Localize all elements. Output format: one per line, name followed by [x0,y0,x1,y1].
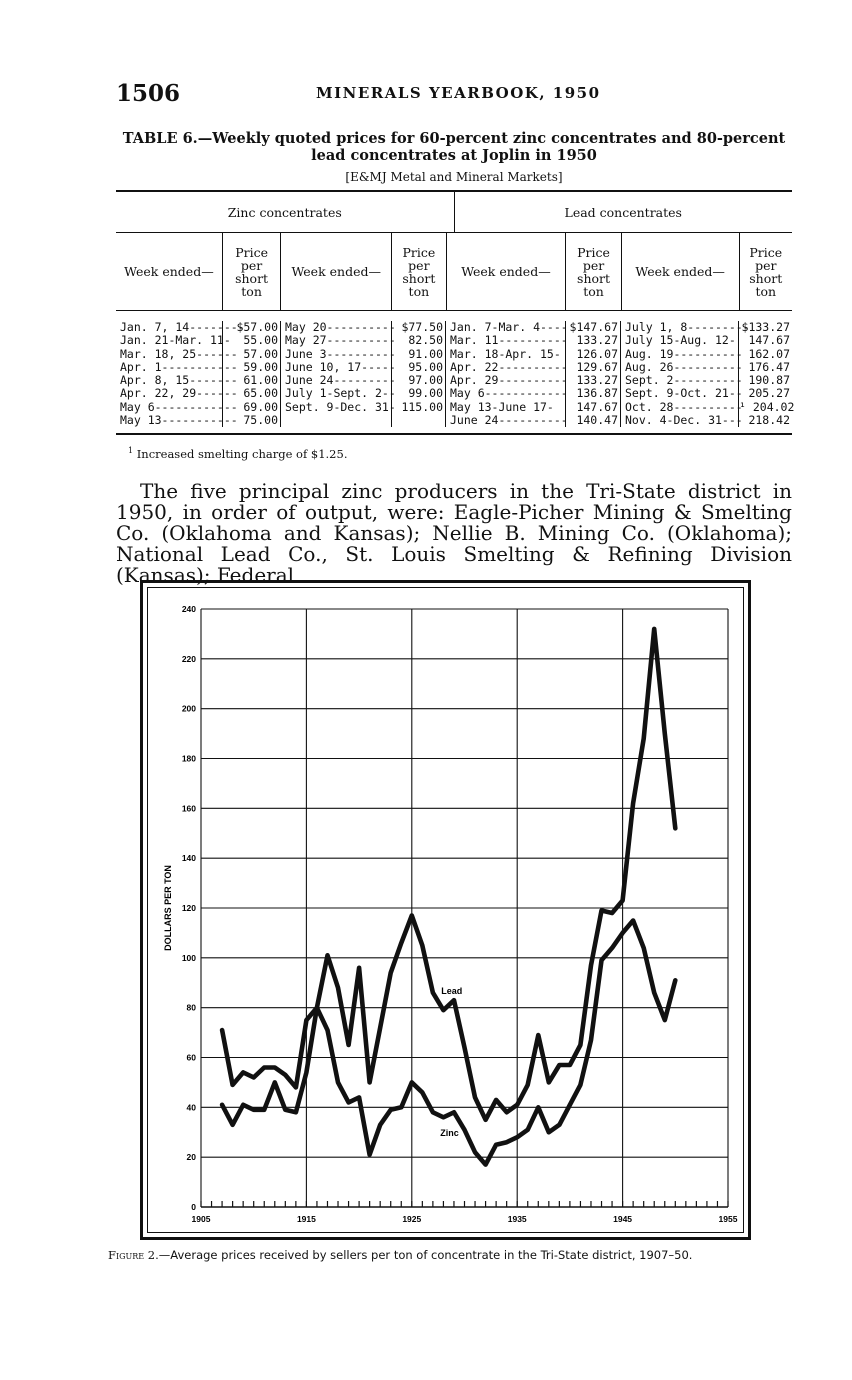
table-cell: May 20---------- [285,320,396,334]
body-paragraph [116,481,792,586]
table-cell: May 6------------ [120,399,238,414]
table-cell: Oct. 28---------- [625,399,743,414]
table-cell: 65.00 [243,386,278,401]
table-cell: June 24--------- [285,373,396,388]
table-cell: Apr. 22---------- [450,359,568,374]
y-tick-label: 20 [186,1152,196,1163]
table-cell: Jan. 7, 14-------- [120,320,245,334]
series-label-lead: Lead [441,985,463,996]
table-cell: Sept. 9-Oct. 21-- [625,386,743,401]
y-tick-label: 200 [181,703,196,714]
table-cell: 75.00 [243,413,278,428]
table-footnote [128,446,347,461]
x-tick-label: 1925 [402,1214,422,1224]
zinc-weeks-col2 [281,320,396,427]
table-cell: 69.00 [243,399,278,414]
col-header-week: Week ended— [281,233,392,310]
table-group-header-row [116,192,792,233]
y-tick-label: 220 [181,653,196,664]
x-tick-label: 1905 [191,1214,211,1224]
col-header-price: Price per short ton [223,233,281,310]
table-cell: $77.50 [401,320,443,334]
table-cell: 205.27 [748,386,790,401]
table-cell: May 27---------- [285,333,396,348]
price-chart [143,583,748,1237]
table-cell: Apr. 29---------- [450,373,568,388]
table-cell: Aug. 19---------- [625,346,743,361]
table-cell: 133.27 [576,333,618,348]
table-cell: 57.00 [243,346,278,361]
table-cell: 126.07 [576,346,618,361]
x-tick-label: 1945 [613,1214,633,1224]
page-number: 1506 [116,80,181,107]
table-cell: $133.27 [741,320,790,334]
figure-frame [140,580,751,1240]
figure-caption [108,1248,798,1262]
table-cell: Apr. 8, 15------- [120,373,238,388]
zinc-prices-col2 [392,321,446,427]
table-cell: 147.67 [748,333,790,348]
table-cell: $147.67 [569,320,618,334]
price-table [116,190,795,435]
table-cell: June 3---------- [285,346,396,361]
x-tick-label: 1935 [507,1214,527,1224]
lead-group-header: Lead concentrates [564,205,682,220]
table-cell: 136.87 [576,386,618,401]
series-line-lead [222,629,675,1120]
table-body [116,311,795,433]
y-tick-label: 140 [181,853,196,864]
y-tick-label: 180 [181,753,196,764]
y-tick-label: 160 [181,803,196,814]
table-cell: July 1, 8--------- [625,320,750,334]
table-cell: 162.07 [748,346,790,361]
zinc-prices-col1 [223,321,281,427]
table-cell: Mar. 11---------- [450,333,568,348]
table-cell: Nov. 4-Dec. 31--- [625,413,743,428]
x-tick-label: 1955 [718,1214,738,1224]
col-header-price: Price per short ton [566,233,621,310]
lead-weeks-col1 [446,321,566,427]
col-header-price: Price per short ton [392,233,446,310]
table-cell: June 10, 17----- [285,359,396,374]
table-cell: Apr. 1----------- [120,359,238,374]
table-cell: Jan. 21-Mar. 11- [120,333,231,348]
table-cell: Sept. 9-Dec. 31- [285,399,396,414]
running-title: MINERALS YEARBOOK, 1950 [316,84,601,102]
table-cell: ¹ 204.02 [739,399,795,414]
table-cell: 61.00 [243,373,278,388]
y-tick-label: 240 [181,604,196,614]
lead-weeks-col2 [621,320,750,428]
table-cell: 176.47 [748,359,790,374]
y-tick-label: 80 [186,1002,196,1013]
body-paragraph-text: The five principal zinc producers in the Tri-State district in 1950, in order of output, were: Eagle-Picher Mining & Smelting Co. (Oklahoma and Kansas); Nellie B. Mining Co. (Oklahoma); National Lead Co., St. Louis Smelting & Refining Division (Kansas); Federal [116,479,792,587]
table-cell: May 6------------ [450,386,568,401]
series-label-zinc: Zinc [440,1127,459,1138]
table-cell: Aug. 26---------- [625,359,743,374]
table-cell: July 15-Aug. 12- [625,333,736,348]
col-header-week: Week ended— [116,233,223,310]
page-header [116,80,792,110]
footnote-mark: 1 [128,446,134,455]
table-cell: 190.87 [748,373,790,388]
table-title-line2: lead concentrates at Joplin in 1950 [311,147,597,164]
table-cell: 95.00 [408,359,443,374]
table-cell: Jan. 7-Mar. 4---- [450,320,568,334]
y-tick-label: 40 [186,1102,196,1113]
table-cell: June 24---------- [450,413,568,428]
table-cell: Mar. 18, 25------ [120,346,238,361]
table-cell: 133.27 [576,373,618,388]
col-header-week: Week ended— [622,233,740,310]
table-cell: Apr. 22, 29------ [120,386,238,401]
x-tick-label: 1915 [296,1214,316,1224]
table-cell: May 13----------- [120,413,238,428]
table-cell: 147.67 [576,399,618,414]
y-tick-label: 100 [181,952,196,963]
lead-prices-col2 [739,320,795,428]
table-cell: Sept. 2---------- [625,373,743,388]
table-cell: 59.00 [243,359,278,374]
table-cell: Mar. 18-Apr. 15- [450,346,561,361]
table-cell: 218.42 [748,413,790,428]
table-title [116,130,792,164]
table-cell: 97.00 [408,373,443,388]
table-cell: May 13-June 17- [450,399,554,414]
table-cell: 55.00 [243,333,278,348]
zinc-group-header: Zinc concentrates [116,192,455,232]
y-tick-label: 120 [181,903,196,913]
table-cell: 91.00 [408,346,443,361]
table-cell: $57.00 [236,320,278,334]
table-cell: 115.00 [401,399,443,414]
lead-prices-col1 [566,321,621,427]
table-source: [E&MJ Metal and Mineral Markets] [345,170,563,184]
figure-caption-text: —Average prices received by sellers per ton of concentrate in the Tri-State district, 1907–50. [158,1248,693,1262]
figure-caption-label: Figure 2. [108,1248,159,1262]
y-tick-label: 60 [186,1052,196,1063]
y-axis-label: DOLLARS PER TON [163,865,173,951]
y-tick-label: 0 [191,1202,196,1212]
table-cell: 99.00 [408,386,443,401]
footnote-text: Increased smelting charge of $1.25. [136,446,348,461]
col-header-week: Week ended— [447,233,567,310]
zinc-weeks-col1 [116,320,245,428]
table-cell: 82.50 [408,333,443,348]
table-cell: 129.67 [576,359,618,374]
table-column-header-row [116,233,792,311]
table-cell: 140.47 [576,413,618,428]
table-cell: July 1-Sept. 2-- [285,386,396,401]
col-header-price: Price per short ton [749,244,783,299]
table-title-line1: TABLE 6.—Weekly quoted prices for 60-percent zinc concentrates and 80-percent [122,130,786,147]
